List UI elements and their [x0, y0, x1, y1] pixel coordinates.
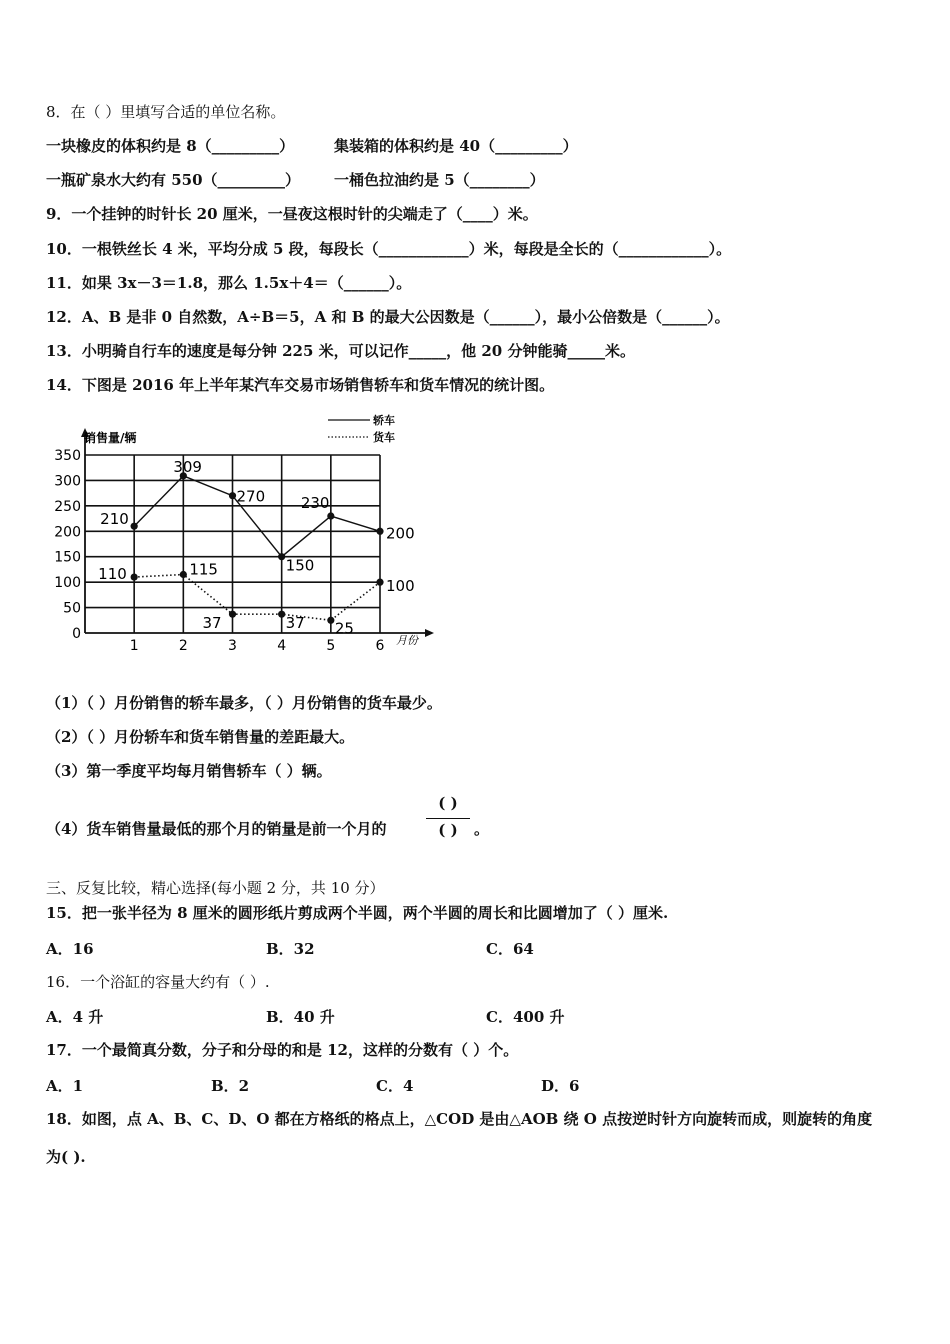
- q15-option-c: C．64: [486, 940, 534, 958]
- y-tick-150: 150: [54, 549, 81, 566]
- label-car-6: 200: [386, 524, 415, 543]
- q16-option-a: A．4 升: [46, 1008, 104, 1026]
- x-tick-6: 6: [375, 638, 385, 654]
- label-car-3: 270: [236, 487, 266, 506]
- point-truck-4: [278, 611, 285, 618]
- q8-line1b: 集装箱的体积约是 40（_________）: [334, 137, 578, 155]
- point-truck-3: [229, 611, 236, 618]
- point-car-3: [229, 492, 236, 499]
- q17-option-a: A．1: [46, 1077, 84, 1095]
- q10: 10．一根铁丝长 4 米，平均分成 5 段，每段长（____________）米，每段是全长的（____________）。: [46, 240, 732, 258]
- q12: 12．A、B 是非 0 自然数，A÷B＝5，A 和 B 的最大公因数是（______），最小公倍数是（______）。: [46, 308, 730, 326]
- fraction-denominator: ( ): [438, 821, 458, 839]
- y-tick-350: 350: [54, 448, 81, 464]
- answer-fraction: [424, 794, 472, 843]
- point-truck-6: [376, 579, 383, 586]
- q18-line2: 为( ).: [46, 1148, 86, 1166]
- chart-legend: [328, 413, 395, 444]
- sales-line-chart: [40, 408, 460, 658]
- label-car-5: 230: [300, 494, 330, 513]
- y-tick-200: 200: [54, 524, 81, 541]
- q16-option-c: C．400 升: [486, 1008, 565, 1026]
- x-tick-3: 3: [228, 638, 237, 654]
- point-car-4: [278, 553, 285, 560]
- x-tick-5: 5: [326, 638, 336, 654]
- y-tick-100: 100: [54, 575, 81, 592]
- q16-option-b: B．40 升: [266, 1008, 335, 1026]
- y-tick-50: 50: [63, 600, 81, 617]
- point-car-6: [376, 528, 383, 535]
- point-truck-1: [131, 573, 138, 580]
- point-car-5: [327, 512, 334, 519]
- x-tick-4: 4: [277, 638, 287, 654]
- chart-axes: [54, 428, 434, 654]
- q17-option-c: C．4: [376, 1077, 414, 1095]
- q14-sub3: （3）第一季度平均每月销售轿车（ ）辆。: [46, 762, 332, 780]
- section-3-heading: 三、反复比较，精心选择(每小题 2 分，共 10 分）: [46, 879, 385, 897]
- q8-line2b: 一桶色拉油约是 5（________）: [334, 171, 545, 189]
- q14-sub4: （4）货车销售量最低的那个月的销量是前一个月的: [46, 820, 387, 838]
- label-car-4: 150: [285, 556, 315, 575]
- q17-option-b: B．2: [211, 1077, 250, 1095]
- label-car-1: 210: [100, 510, 129, 529]
- y-tick-0: 0: [72, 626, 81, 642]
- x-axis-label: 月份: [396, 634, 418, 647]
- label-car-2: 309: [173, 457, 202, 476]
- point-truck-5: [327, 617, 334, 624]
- x-tick-1: 1: [129, 638, 139, 654]
- point-truck-2: [180, 571, 187, 578]
- q15-stem: 15．把一张半径为 8 厘米的圆形纸片剪成两个半圆，两个半圆的周长和比圆增加了（ ）厘米.: [46, 904, 669, 922]
- label-truck-2: 115: [189, 560, 218, 579]
- x-axis-arrow: [425, 629, 434, 637]
- q11: 11．如果 3x－3＝1.8，那么 1.5x＋4＝（______）。: [46, 274, 412, 292]
- q14-sub2: （2）（ ）月份轿车和货车销售量的差距最大。: [46, 728, 355, 746]
- label-truck-1: 110: [98, 565, 127, 584]
- point-car-1: [131, 523, 138, 530]
- y-tick-250: 250: [54, 498, 81, 515]
- q17-stem: 17．一个最简真分数，分子和分母的和是 12，这样的分数有（ ）个。: [46, 1041, 519, 1059]
- y-tick-300: 300: [54, 473, 81, 490]
- y-axis-label: 销售量/辆: [84, 431, 137, 445]
- label-truck-4: 37: [285, 614, 305, 633]
- q9: 9．一个挂钟的时针长 20 厘米，一昼夜这根时针的尖端走了（____）米。: [46, 205, 538, 223]
- q14-title: 14．下图是 2016 年上半年某汽车交易市场销售轿车和货车情况的统计图。: [46, 376, 555, 394]
- q8-title: 8．在（ ）里填写合适的单位名称。: [46, 103, 286, 121]
- q17-option-d: D．6: [541, 1077, 580, 1095]
- q14-sub1: （1）（ ）月份销售的轿车最多，（ ）月份销售的货车最少。: [46, 694, 442, 712]
- chart-grid: [85, 455, 380, 633]
- q15-option-a: A．16: [46, 940, 94, 958]
- label-truck-3: 37: [202, 614, 222, 633]
- q13: 13．小明骑自行车的速度是每分钟 225 米，可以记作_____，他 20 分钟能骑_____米。: [46, 342, 635, 360]
- fraction-numerator: ( ): [438, 794, 458, 812]
- q14-sub4-end: 。: [474, 820, 490, 838]
- x-tick-2: 2: [178, 638, 188, 654]
- legend-truck-label: 货车: [373, 431, 395, 444]
- label-truck-5: 25: [334, 619, 354, 638]
- q16-stem: 16．一个浴缸的容量大约有（ ）.: [46, 973, 270, 991]
- q8-line1a: 一块橡皮的体积约是 8（_________）: [46, 137, 295, 155]
- legend-car-label: 轿车: [373, 414, 395, 427]
- label-truck-6: 100: [386, 577, 415, 596]
- q15-option-b: B．32: [266, 940, 315, 958]
- q8-line2a: 一瓶矿泉水大约有 550（_________）: [46, 171, 301, 189]
- fraction-bar: [426, 818, 470, 819]
- q18-line1: 18．如图，点 A、B、C、D、O 都在方格纸的格点上，△COD 是由△AOB 绕 O 点按逆时针方向旋转而成，则旋转的角度: [46, 1110, 873, 1128]
